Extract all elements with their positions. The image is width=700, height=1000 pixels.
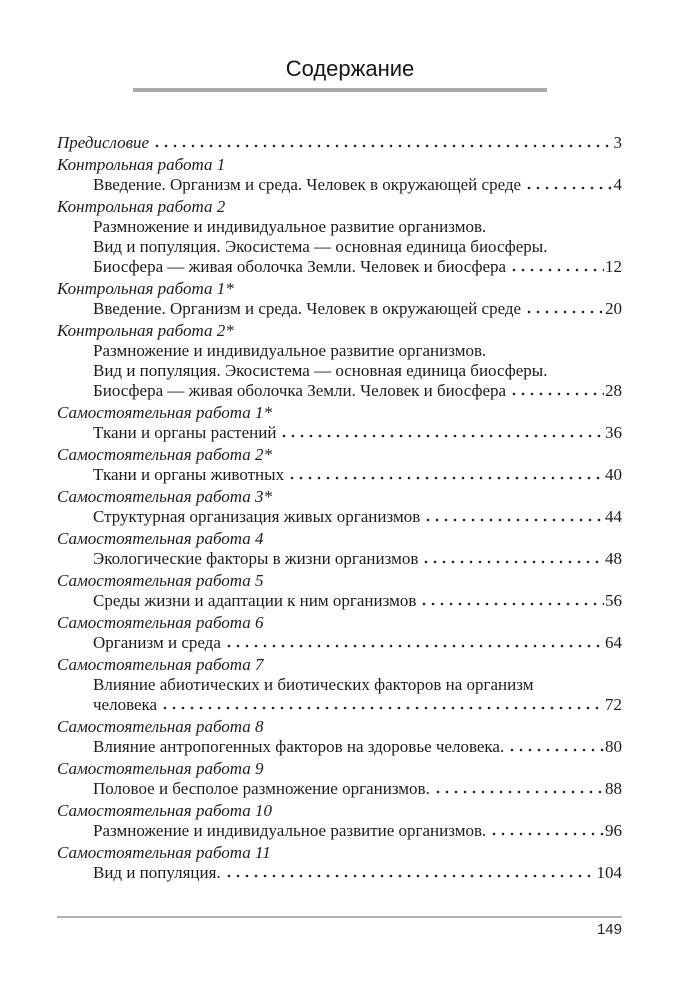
dot-leader [227,644,604,648]
toc-page-number: 96 [605,821,622,840]
toc-entry-heading: Контрольная работа 2 [57,197,226,216]
dot-leader [510,748,604,752]
header-rule-column [57,88,622,92]
toc-page-number: 44 [605,507,622,526]
dot-leader [290,476,604,480]
toc-entry [57,155,622,195]
toc-entry-heading: Контрольная работа 1* [57,279,234,298]
dot-leader [227,874,596,878]
page-number: 149 [596,921,622,938]
toc-page-number: 3 [613,133,622,152]
toc-body-line [57,549,622,569]
toc-entry [57,529,622,569]
toc-entry [57,571,622,611]
toc-heading-line [57,445,622,465]
toc-entry-heading: Самостоятельная работа 1* [57,403,272,422]
toc-entry [57,279,622,319]
dot-leader [527,186,612,190]
toc-body-line [57,737,622,757]
toc-body-text: Введение. Организм и среда. Человек в окружающей среде [93,299,522,318]
toc-body-line [57,465,622,485]
toc-body-text: Среды жизни и адаптации к ним организмов [93,591,417,610]
toc-page-number: 64 [605,633,622,652]
dot-leader [163,706,604,710]
toc-entry-heading: Самостоятельная работа 5 [57,571,264,590]
dot-leader [527,310,604,314]
toc-heading-line [57,613,622,633]
toc-page-number: 88 [605,779,622,798]
toc-page-number: 72 [605,695,622,714]
toc-body-line [57,695,622,715]
toc-page-number: 20 [605,299,622,318]
toc-body-text: Биосфера — живая оболочка Земли. Человек и биосфера [93,257,507,276]
toc-heading-line [57,843,622,863]
dot-leader [512,268,604,272]
toc-entry-heading: Самостоятельная работа 6 [57,613,264,632]
toc-body-text: Половое и бесполое размножение организмов. [93,779,430,798]
toc-entry-heading: Самостоятельная работа 11 [57,843,271,862]
dot-leader [512,392,604,396]
toc-page-number: 28 [605,381,622,400]
toc-heading-line [57,717,622,737]
toc-body-line [57,381,622,401]
toc-page-number: 12 [605,257,622,276]
toc-body-line [57,237,622,257]
toc-page-number: 104 [596,863,622,882]
toc-body-text: Экологические факторы в жизни организмов [93,549,419,568]
toc-page-number: 4 [613,175,622,194]
toc-body-text: Размножение и индивидуальное развитие организмов. [93,821,487,840]
toc-heading-line [57,321,622,341]
toc-heading-line [57,133,622,153]
toc-body-text: Влияние абиотических и биотических факторов на организм [93,675,534,694]
toc-entry-heading: Самостоятельная работа 8 [57,717,264,736]
dot-leader [426,518,604,522]
toc-body-line [57,779,622,799]
toc-entry-heading: Самостоятельная работа 10 [57,801,272,820]
toc-body-text: Вид и популяция. Экосистема — основная единица биосферы. [93,361,548,380]
toc-body-line [57,821,622,841]
title-rule [133,88,547,92]
toc-entry [57,655,622,715]
toc-heading-line [57,655,622,675]
toc-body-line [57,675,622,695]
toc-page-number: 56 [605,591,622,610]
toc-entry [57,717,622,757]
toc-entry-heading: Контрольная работа 2* [57,321,234,340]
toc-body-line [57,217,622,237]
toc-body-text: Вид и популяция. Экосистема — основная единица биосферы. [93,237,548,256]
toc-entry [57,613,622,653]
toc-body-text: Вид и популяция. [93,863,221,882]
toc-entry [57,843,622,883]
toc-page-number: 48 [605,549,622,568]
toc-body-text: Структурная организация живых организмов [93,507,421,526]
toc-entry [57,759,622,799]
dot-leader [155,144,612,148]
toc-entry [57,197,622,277]
toc-entry [57,487,622,527]
toc-entry [57,801,622,841]
toc-heading-line [57,279,622,299]
toc-entry-heading: Самостоятельная работа 3* [57,487,272,506]
toc-body-text: Организм и среда [93,633,221,652]
toc-body-line [57,341,622,361]
toc-body-line [57,175,622,195]
toc-entry-heading: Предисловие [57,133,150,152]
toc-entry [57,445,622,485]
toc-page-number: 80 [605,737,622,756]
toc-heading-line [57,403,622,423]
toc-entry-heading: Самостоятельная работа 9 [57,759,264,778]
toc-body-line [57,507,622,527]
page-header [0,0,700,92]
toc-entry-heading: Самостоятельная работа 7 [57,655,264,674]
toc-body-text: человека [93,695,158,714]
toc-heading-line [57,197,622,217]
toc-heading-line [57,487,622,507]
page-title: Содержание [285,56,415,81]
toc-entry [57,321,622,401]
toc-heading-line [57,529,622,549]
toc-entry-heading: Самостоятельная работа 2* [57,445,272,464]
toc-body-text: Введение. Организм и среда. Человек в окружающей среде [93,175,522,194]
dot-leader [492,832,604,836]
dot-leader [424,560,604,564]
footer-rule [57,916,622,918]
toc-body-text: Ткани и органы животных [93,465,285,484]
toc-body-text: Размножение и индивидуальное развитие организмов. [93,217,487,236]
toc-body-text: Биосфера — живая оболочка Земли. Человек и биосфера [93,381,507,400]
toc-body-line [57,257,622,277]
dot-leader [422,602,604,606]
table-of-contents [57,133,622,883]
toc-body-line [57,863,622,883]
toc-entry [57,133,622,153]
toc-body-line [57,591,622,611]
toc-heading-line [57,571,622,591]
dot-leader [282,434,604,438]
toc-body-text: Размножение и индивидуальное развитие организмов. [93,341,487,360]
toc-body-text: Ткани и органы растений [93,423,277,442]
toc-entry [57,403,622,443]
toc-entry-heading: Контрольная работа 1 [57,155,226,174]
toc-entry-heading: Самостоятельная работа 4 [57,529,264,548]
toc-page-number: 36 [605,423,622,442]
toc-body-line [57,299,622,319]
toc-heading-line [57,155,622,175]
toc-body-line [57,633,622,653]
toc-heading-line [57,801,622,821]
toc-page-number: 40 [605,465,622,484]
toc-body-text: Влияние антропогенных факторов на здоровье человека. [93,737,505,756]
toc-body-line [57,423,622,443]
toc-heading-line [57,759,622,779]
dot-leader [436,790,604,794]
toc-body-line [57,361,622,381]
